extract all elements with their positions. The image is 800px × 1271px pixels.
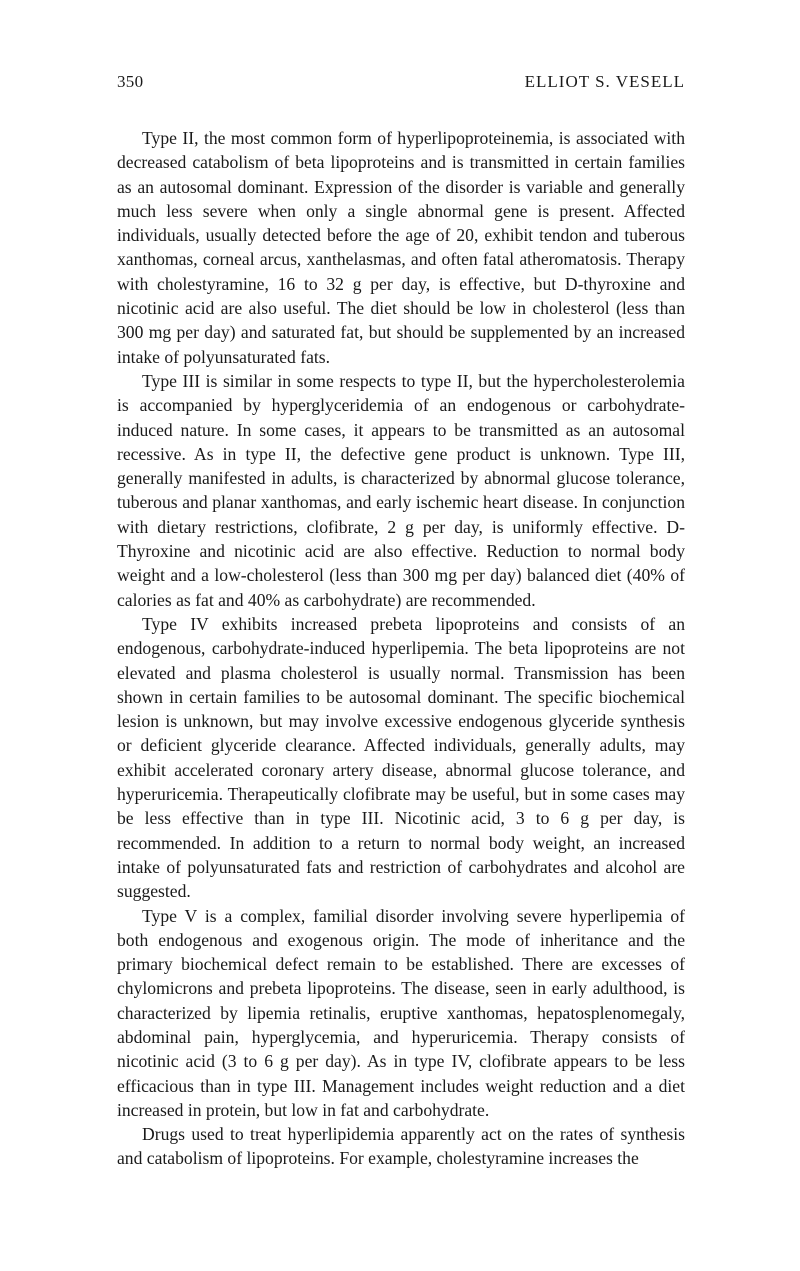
paragraph-type-ii: Type II, the most common form of hyperlipoproteinemia, is associated with decreased catabolism of beta lipoproteins and is transmitted in certain families as an autosomal dominant. Expression of the disorder is variable and generally much less severe when only a single abnormal gene is present. Affected individuals, usually detected before the age of 20, exhibit tendon and tuberous xanthomas, corneal arcus, xanthelasmas, and often fatal atheromatosis. Therapy with cholestyramine, 16 to 32 g per day, is effective, but D-thyroxine and nicotinic acid are also useful. The diet should be low in cholesterol (less than 300 mg per day) and saturated fat, but should be supplemented by an increased intake of polyunsaturated fats. [117,128,685,367]
paragraph-drugs: Drugs used to treat hyperlipidemia apparently act on the rates of synthesis and catabolism of lipoproteins. For example, cholestyramine increases the [117,1124,685,1169]
page-header [117,72,685,96]
page-number: 350 [117,72,144,91]
paragraph-type-v: Type V is a complex, familial disorder involving severe hyperlipemia of both endogenous and exogenous origin. The mode of inheritance and the primary biochemical defect remain to be established. There are excesses of chylomicrons and prebeta lipoproteins. The disease, seen in early adulthood, is characterized by lipemia retinalis, eruptive xanthomas, hepatosplenomegaly, abdominal pain, hyperglycemia, and hyperuricemia. Therapy consists of nicotinic acid (3 to 6 g per day). As in type IV, clofibrate appears to be less efficacious than in type III. Management includes weight reduction and a diet increased in protein, but low in fat and carbohydrate. [117,905,685,1120]
paragraph-type-iii: Type III is similar in some respects to type II, but the hypercholesterolemia is accompanied by hyperglyceridemia of an endogenous or carbohydrate-induced nature. In some cases, it appears to be transmitted as an autosomal recessive. As in type II, the defective gene product is unknown. Type III, generally manifested in adults, is characterized by abnormal glucose tolerance, tuberous and planar xanthomas, and early ischemic heart disease. In conjunction with dietary restrictions, clofibrate, 2 g per day, is uniformly effective. D-Thyroxine and nicotinic acid are also effective. Reduction to normal body weight and a low-cholesterol (less than 300 mg per day) balanced diet (40% of calories as fat and 40% as carbohydrate) are recommended. [117,370,685,610]
paragraph-type-iv: Type IV exhibits increased prebeta lipoproteins and consists of an endogenous, carbohydrate-induced hyperlipemia. The beta lipoproteins are not elevated and plasma cholesterol is usually normal. Transmission has been shown in certain families to be autosomal dominant. The specific biochemical lesion is unknown, but may involve excessive endogenous glyceride synthesis or deficient glyceride clearance. Affected individuals, generally adults, may exhibit accelerated coronary artery disease, abnormal glucose tolerance, and hyperuricemia. Therapeutically clofibrate may be useful, but in some cases may be less effective than in type III. Nicotinic acid, 3 to 6 g per day, is recommended. In addition to a return to normal body weight, an increased intake of polyunsaturated fats and restriction of carbohydrates and alcohol are suggested. [117,613,685,902]
body-text [117,126,685,1171]
running-head: ELLIOT S. VESELL [524,72,685,91]
